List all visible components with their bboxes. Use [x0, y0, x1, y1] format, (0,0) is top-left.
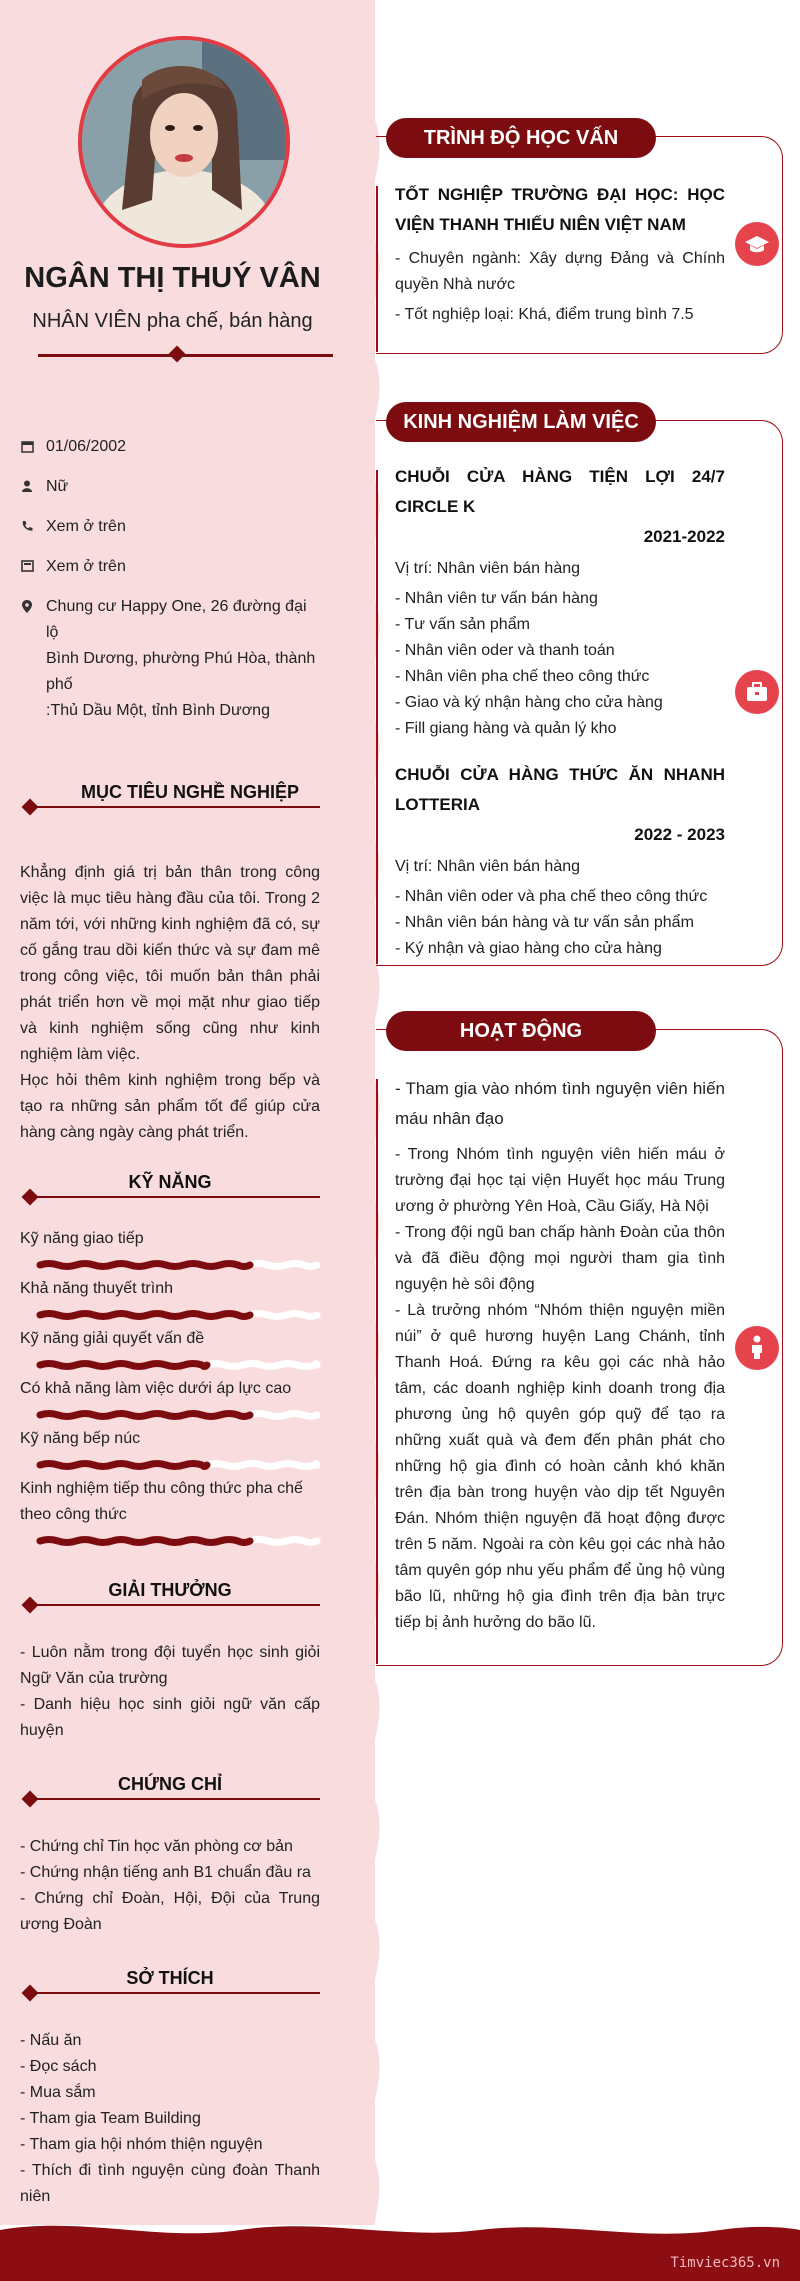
contact-email [20, 554, 320, 580]
activity-item: - Trong Nhóm tình nguyện viên hiến máu ở trường đại học tại viện Huyết học máu Trung ương ở phường Yên Hoà, Cầu Giấy, Hà Nội [395, 1146, 725, 1215]
job-1-period: 2021-2022 [643, 527, 725, 546]
certificates-list [20, 1834, 320, 1938]
job-task: - Tư vấn sản phẩm [395, 616, 530, 633]
hobby-item: - Nấu ăn [20, 2032, 82, 2049]
activity-item: - Là trưởng nhóm “Nhóm thiện nguyện miền núi” ở quê hương huyện Lang Chánh, tỉnh Thanh Hoá. Đứng ra kêu gọi các nhà hảo tâm, các doanh nghiệp kinh doanh trong địa phương ủng hộ quyên góp quỹ để tạo ra những xuất quà và đem đến phân phát cho những hộ gia đình có hoàn cảnh khó khăn trên địa bàn trong huyện vào dịp tết Nguyên Đán. Nhóm thiện nguyện đã hoạt động được trên 5 năm. Ngoài ra còn kêu gọi các nhà hảo tâm quyên góp nhu yếu phẩm để ủng hộ vùng bão lũ, những hộ gia đình trên địa bàn trực tiếp bị ảnh hưởng do bão lũ. [395, 1302, 725, 1631]
skill-label-1: Kỹ năng giao tiếp [20, 1230, 144, 1247]
hobbies-divider [30, 1992, 320, 1994]
user-icon [20, 480, 34, 494]
experience-content [395, 462, 725, 962]
award-item: - Luôn nằm trong đội tuyển học sinh giỏi Ngữ Văn của trường [20, 1644, 320, 1687]
skill-label-6: Kinh nghiệm tiếp thu công thức pha chế theo công thức [20, 1480, 303, 1523]
skill-bar-2 [36, 1308, 321, 1322]
footer-wave [0, 2220, 800, 2281]
address-text [46, 594, 320, 724]
certificate-item: - Chứng chỉ Tin học văn phòng cơ bản [20, 1838, 293, 1855]
skill-label-2: Khả năng thuyết trình [20, 1280, 173, 1297]
job-2-company: CHUỖI CỬA HÀNG THỨC ĂN NHANH LOTTERIA [395, 765, 725, 814]
skill-bar-fill [40, 1314, 250, 1317]
education-content [395, 180, 725, 328]
activities-content [395, 1074, 725, 1636]
job-2-period: 2022 - 2023 [634, 825, 725, 844]
objective-text [20, 860, 320, 1146]
job-1 [395, 462, 725, 742]
full-name: NGÂN THỊ THUÝ VÂN [24, 262, 321, 294]
skill-label-5: Kỹ năng bếp núc [20, 1430, 141, 1447]
experience-title: KINH NGHIỆM LÀM VIỆC [386, 402, 656, 442]
skill-bar-fill [40, 1540, 250, 1543]
email-icon [20, 560, 34, 574]
certificates-title: CHỨNG CHỈ [118, 1774, 222, 1794]
skill-bar-remaining [250, 1414, 317, 1417]
calendar-icon [20, 440, 34, 454]
job-1-position: Vị trí: Nhân viên bán hàng [395, 560, 581, 577]
skill-bar-fill [40, 1414, 250, 1417]
skill-bar-1 [36, 1258, 321, 1272]
education-title: TRÌNH ĐỘ HỌC VẤN [386, 118, 656, 158]
skill-bar-fill [40, 1364, 207, 1367]
skill-bar-remaining [207, 1464, 317, 1467]
job-task: - Nhân viên tư vấn bán hàng [395, 590, 598, 607]
hobbies-title: SỞ THÍCH [126, 1968, 214, 1988]
email-text: Xem ở trên [46, 558, 126, 575]
objective-title: MỤC TIÊU NGHỀ NGHIỆP [80, 782, 299, 802]
certificate-item: - Chứng nhận tiếng anh B1 chuẩn đầu ra [20, 1864, 311, 1881]
job-1-company: CHUỖI CỬA HÀNG TIỆN LỢI 24/7 CIRCLE K [395, 467, 725, 516]
skill-label-4: Có khả năng làm việc dưới áp lực cao [20, 1380, 292, 1397]
skill-bar-4 [36, 1408, 321, 1422]
gender-text: Nữ [46, 478, 69, 495]
skill-label-3: Kỹ năng giải quyết vấn đề [20, 1330, 205, 1347]
education-major: - Chuyên ngành: Xây dựng Đảng và Chính quyền Nhà nước [395, 250, 725, 293]
contact-birthday [20, 434, 320, 460]
job-task: - Ký nhận và giao hàng cho cửa hàng [395, 940, 662, 957]
job-2 [395, 760, 725, 962]
skill-bar-5 [36, 1458, 321, 1472]
certificate-item: - Chứng chỉ Đoàn, Hội, Đội của Trung ương Đoàn [20, 1890, 320, 1933]
activities-box-left-edge [376, 1079, 378, 1664]
skill-bar-remaining [207, 1364, 317, 1367]
certificates-divider [30, 1798, 320, 1800]
skill-bar-remaining [250, 1264, 317, 1267]
hobby-item: - Mua sắm [20, 2084, 96, 2101]
education-school: TỐT NGHIỆP TRƯỜNG ĐẠI HỌC: HỌC VIỆN THANH THIẾU NIÊN VIỆT NAM [395, 185, 725, 234]
activities-badge [735, 1326, 779, 1370]
job-task: - Nhân viên bán hàng và tư vấn sản phẩm [395, 914, 694, 931]
skill-bar-remaining [250, 1540, 317, 1543]
experience-box-left-edge [376, 470, 378, 964]
job-2-position: Vị trí: Nhân viên bán hàng [395, 858, 581, 875]
hobby-item: - Thích đi tình nguyện cùng đoàn Thanh niên [20, 2162, 320, 2205]
address-line-1: Chung cư Happy One, 26 đường đại lộ [46, 598, 307, 641]
skills-divider [30, 1196, 320, 1198]
activity-item: - Trong đội ngũ ban chấp hành Đoàn của thôn và đã điều động mọi người tham gia tình nguyện hè sôi động [395, 1224, 725, 1293]
contact-gender [20, 474, 320, 500]
hobby-item: - Đọc sách [20, 2058, 97, 2075]
address-line-2: Bình Dương, phường Phú Hòa, thành phố [46, 650, 316, 693]
hobby-item: - Tham gia hội nhóm thiện nguyện [20, 2136, 263, 2153]
person-icon [735, 1326, 779, 1370]
address-line-3: :Thủ Dầu Một, tỉnh Bình Dương [46, 702, 270, 719]
name-divider [38, 354, 333, 357]
birthday-text: 01/06/2002 [46, 438, 127, 455]
education-box-left-edge [376, 186, 378, 352]
job-2-tasks [395, 884, 725, 962]
objective-paragraph-2: Học hỏi thêm kinh nghiệm trong bếp và tạo ra những sản phẩm tốt để giúp cửa hàng càng ngày càng phát triển. [20, 1072, 320, 1141]
contact-phone [20, 514, 320, 540]
skill-bar-fill [40, 1464, 207, 1467]
avatar-photo [82, 40, 286, 244]
phone-text: Xem ở trên [46, 518, 126, 535]
skill-bar-6 [36, 1534, 321, 1548]
contact-address [20, 594, 320, 724]
objective-paragraph-1: Khẳng định giá trị bản thân trong công việc là mục tiêu hàng đầu của tôi. Trong 2 năm tới, với những kinh nghiệm đã có, sự cố gắng trau dồi kiến thức và sự đam mê trong công việc, tôi muốn bản thân phải phát triển hơn về mọi mặt như giao tiếp và kinh nghiệm sống cũng như kinh nghiệm làm việc. [20, 864, 320, 1063]
job-task: - Nhân viên oder và thanh toán [395, 642, 615, 659]
skills-title: KỸ NĂNG [128, 1172, 212, 1192]
objective-divider [30, 806, 320, 808]
hobby-item: - Tham gia Team Building [20, 2110, 201, 2127]
job-task: - Giao và ký nhận hàng cho cửa hàng [395, 694, 663, 711]
job-task: - Nhân viên pha chế theo công thức [395, 668, 650, 685]
skill-bar-fill [40, 1264, 250, 1267]
watermark: Timviec365.vn [670, 2255, 780, 2271]
activities-intro: - Tham gia vào nhóm tình nguyện viên hiến máu nhân đạo [395, 1079, 725, 1128]
graduation-cap-icon [735, 222, 779, 266]
briefcase-icon [735, 670, 779, 714]
map-pin-icon [20, 600, 34, 614]
award-item: - Danh hiệu học sinh giỏi ngữ văn cấp huyện [20, 1696, 320, 1739]
job-title: NHÂN VIÊN pha chế, bán hàng [32, 310, 313, 332]
job-1-tasks [395, 586, 725, 742]
awards-divider [30, 1604, 320, 1606]
hobbies-list [20, 2028, 320, 2210]
education-badge [735, 222, 779, 266]
activities-title: HOẠT ĐỘNG [386, 1011, 656, 1051]
awards-title: GIẢI THƯỞNG [108, 1580, 232, 1600]
awards-list [20, 1640, 320, 1744]
experience-badge [735, 670, 779, 714]
avatar [78, 36, 290, 248]
skill-bar-3 [36, 1358, 321, 1372]
job-task: - Fill giang hàng và quản lý kho [395, 720, 617, 737]
education-grade: - Tốt nghiệp loại: Khá, điểm trung bình 7.5 [395, 306, 694, 323]
phone-icon [20, 520, 34, 534]
skill-bar-remaining [250, 1314, 317, 1317]
job-task: - Nhân viên oder và pha chế theo công thức [395, 888, 708, 905]
